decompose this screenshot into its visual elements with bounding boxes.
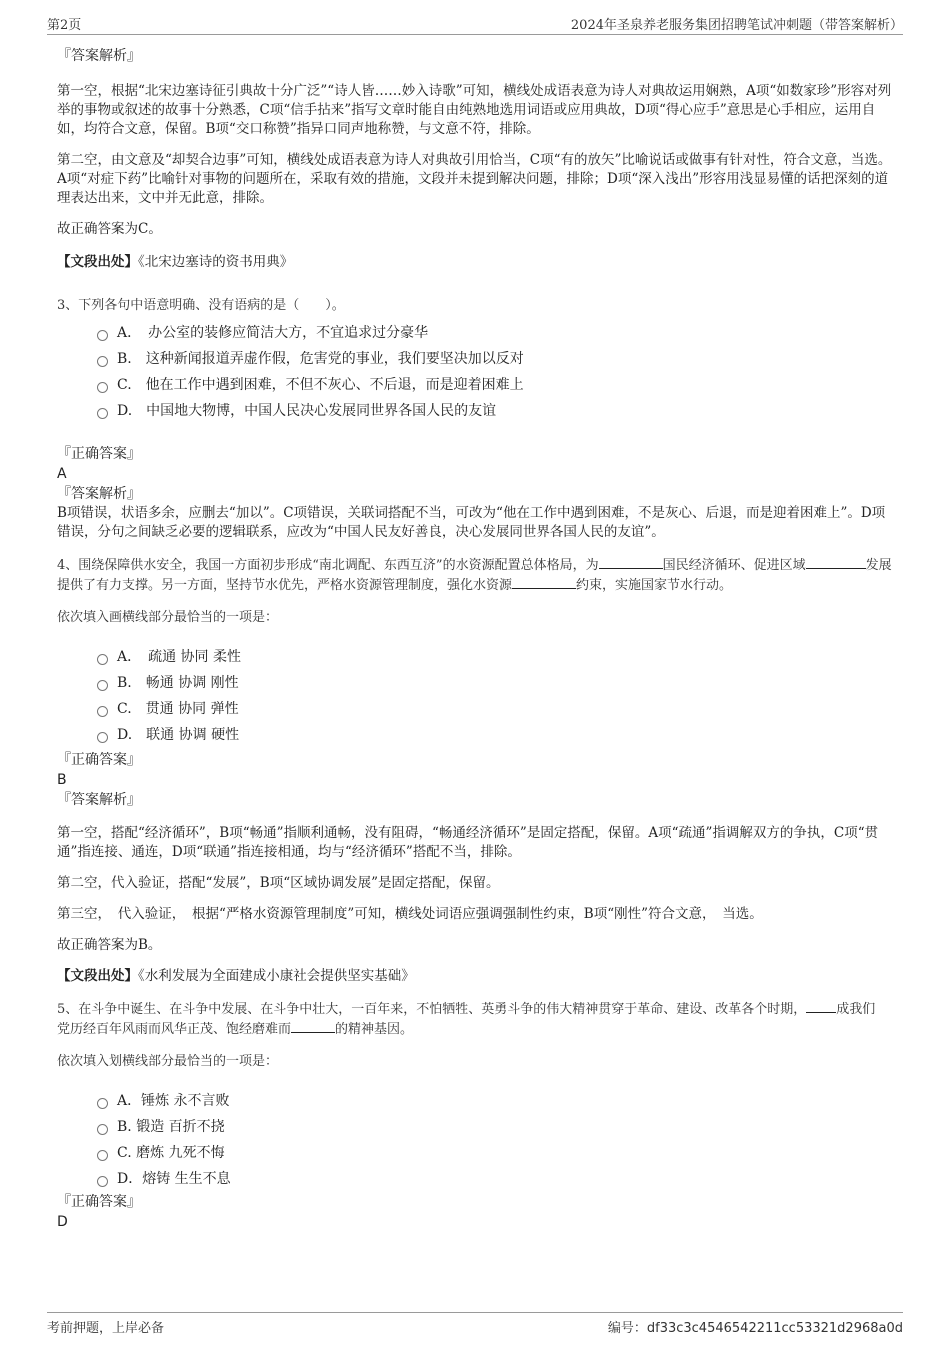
question-stem: 3、下列各句中语意明确、没有语病的是（ ）。	[57, 298, 345, 313]
radio-icon[interactable]	[97, 732, 108, 743]
conclusion: 故正确答案为C。	[57, 221, 162, 237]
options-list	[97, 1088, 895, 1192]
option-a[interactable]: A． 疏通 协同 柔性	[97, 644, 895, 670]
blank-line	[512, 576, 576, 589]
footer-slogan: 考前押题，上岸必备	[47, 1321, 165, 1336]
radio-icon[interactable]	[97, 706, 108, 717]
analysis-label: 『答案解析』	[57, 486, 141, 502]
document-code: 编号：df33c3c4546542211cc53321d2968a0d	[607, 1321, 903, 1336]
option-d[interactable]: D．熔铸 生生不息	[97, 1166, 895, 1192]
source-line	[57, 253, 895, 272]
option-d[interactable]: D. 中国地大物博，中国人民决心发展同世界各国人民的友谊	[97, 398, 895, 424]
option-b[interactable]: B. 畅通 协调 刚性	[97, 670, 895, 696]
radio-icon[interactable]	[97, 680, 108, 691]
option-a[interactable]: A． 办公室的装修应简洁大方，不宜追求过分豪华	[97, 320, 895, 346]
blank-line	[599, 556, 663, 569]
radio-icon[interactable]	[97, 382, 108, 393]
radio-icon[interactable]	[97, 330, 108, 341]
option-a[interactable]: A．锤炼 永不言败	[97, 1088, 895, 1114]
question-stem: 5、在斗争中诞生、在斗争中发展、在斗争中壮大，一百年来，不怕牺牲、英勇斗争的伟大精神贯穿于革命、建设、改革各个时期， 成我们 党历经百年风雨而风华正茂、饱经磨难而 的精神基因。	[57, 1002, 876, 1037]
correct-answer-label: 『正确答案』	[57, 446, 141, 462]
analysis-paragraph: 第一空，根据“北宋边塞诗征引典故十分广泛”“诗人皆……妙入诗歌”可知，横线处成语表意为诗人对典故运用娴熟，A项“如数家珍”形容对列举的事物或叙述的故事十分熟悉，C项“信手拈来”指写文章时能自由纯熟地选用词语或应用典故，D项“得心应手”意思是心手相应，运用自如，均符合文意，保留。B项“交口称赞”指异口同声地称赞，与文意不符，排除。	[57, 83, 892, 137]
page-number: 第2页	[47, 18, 82, 33]
blank-line	[806, 556, 866, 569]
option-c[interactable]: C. 磨炼 九死不悔	[97, 1140, 895, 1166]
conclusion: 故正确答案为B。	[57, 937, 162, 953]
document-title: 2024年圣泉养老服务集团招聘笔试冲刺题（带答案解析）	[570, 18, 903, 33]
radio-icon[interactable]	[97, 408, 108, 419]
analysis-label: 『答案解析』	[57, 48, 141, 64]
option-b[interactable]: B. 锻造 百折不挠	[97, 1114, 895, 1140]
option-b[interactable]: B. 这种新闻报道弄虚作假，危害党的事业，我们要坚决加以反对	[97, 346, 895, 372]
source-line	[57, 967, 895, 986]
analysis-paragraph: B项错误，状语多余，应删去“加以”。C项错误，关联词搭配不当，可改为“他在工作中遇到困难，不是灰心、后退，而是迎着困难上”。D项错误，分句之间缺乏必要的逻辑联系，应改为“中国人民友好善良，决心发展同世界各国人民的友谊”。	[57, 505, 886, 540]
correct-answer-label: 『正确答案』	[57, 752, 141, 768]
option-d[interactable]: D. 联通 协调 硬性	[97, 722, 895, 748]
analysis-paragraph: 第二空，由文意及“却契合边事”可知，横线处成语表意为诗人对典故引用恰当，C项“有的放矢”比喻说话或做事有针对性，符合文意，当选。A项“对症下药”比喻针对事物的问题所在，采取有效的措施，文段并未提到解决问题，排除；D项“深入浅出”形容用浅显易懂的话把深刻的道理表达出来，文中并无此意，排除。	[57, 152, 892, 206]
blank-line	[291, 1020, 335, 1033]
radio-icon[interactable]	[97, 654, 108, 665]
analysis-paragraph: 第二空，代入验证，搭配“发展”，B项“区域协调发展”是固定搭配，保留。	[57, 875, 500, 891]
correct-answer: B	[57, 772, 67, 788]
question-prompt: 依次填入划横线部分最恰当的一项是：	[57, 1054, 279, 1069]
question-stem: 4、围绕保障供水安全，我国一方面初步形成“南北调配、东西互济”的水资源配置总体格局，为 国民经济循环、促进区域 发展提供了有力支撑。另一方面，坚持节水优先，严格水资源管理制度，强化水资源 约束，实施国家节水行动。	[57, 558, 892, 593]
source-title: 《北宋边塞诗的资书用典》	[138, 254, 294, 270]
radio-icon[interactable]	[97, 1150, 108, 1161]
correct-answer: D	[57, 1214, 68, 1230]
page-footer	[47, 1312, 903, 1337]
option-c[interactable]: C. 他在工作中遇到困难，不但不灰心、不后退，而是迎着困难上	[97, 372, 895, 398]
options-list	[97, 320, 895, 424]
source-title: 《水利发展为全面建成小康社会提供坚实基础》	[138, 968, 415, 984]
source-tag: 【文段出处】	[57, 968, 138, 984]
option-c[interactable]: C. 贯通 协同 弹性	[97, 696, 895, 722]
radio-icon[interactable]	[97, 356, 108, 367]
radio-icon[interactable]	[97, 1098, 108, 1109]
radio-icon[interactable]	[97, 1124, 108, 1135]
options-list	[97, 644, 895, 748]
radio-icon[interactable]	[97, 1176, 108, 1187]
question-prompt: 依次填入画横线部分最恰当的一项是：	[57, 610, 279, 625]
page-content	[57, 40, 895, 1232]
source-tag: 【文段出处】	[57, 254, 138, 270]
analysis-label: 『答案解析』	[57, 792, 141, 808]
page-header	[47, 12, 903, 35]
analysis-paragraph: 第三空， 代入验证， 根据“严格水资源管理制度”可知，横线处词语应强调强制性约束，B项“刚性”符合文意， 当选。	[57, 906, 763, 922]
analysis-paragraph: 第一空，搭配“经济循环”，B项“畅通”指顺利通畅，没有阻碍，“畅通经济循环”是固定搭配，保留。A项“疏通”指调解双方的争执，C项“贯通”指连接、通连，D项“联通”指连接相通，均与“经济循环”搭配不当，排除。	[57, 825, 879, 860]
blank-line	[806, 1000, 836, 1013]
correct-answer: A	[57, 466, 67, 482]
correct-answer-label: 『正确答案』	[57, 1194, 141, 1210]
